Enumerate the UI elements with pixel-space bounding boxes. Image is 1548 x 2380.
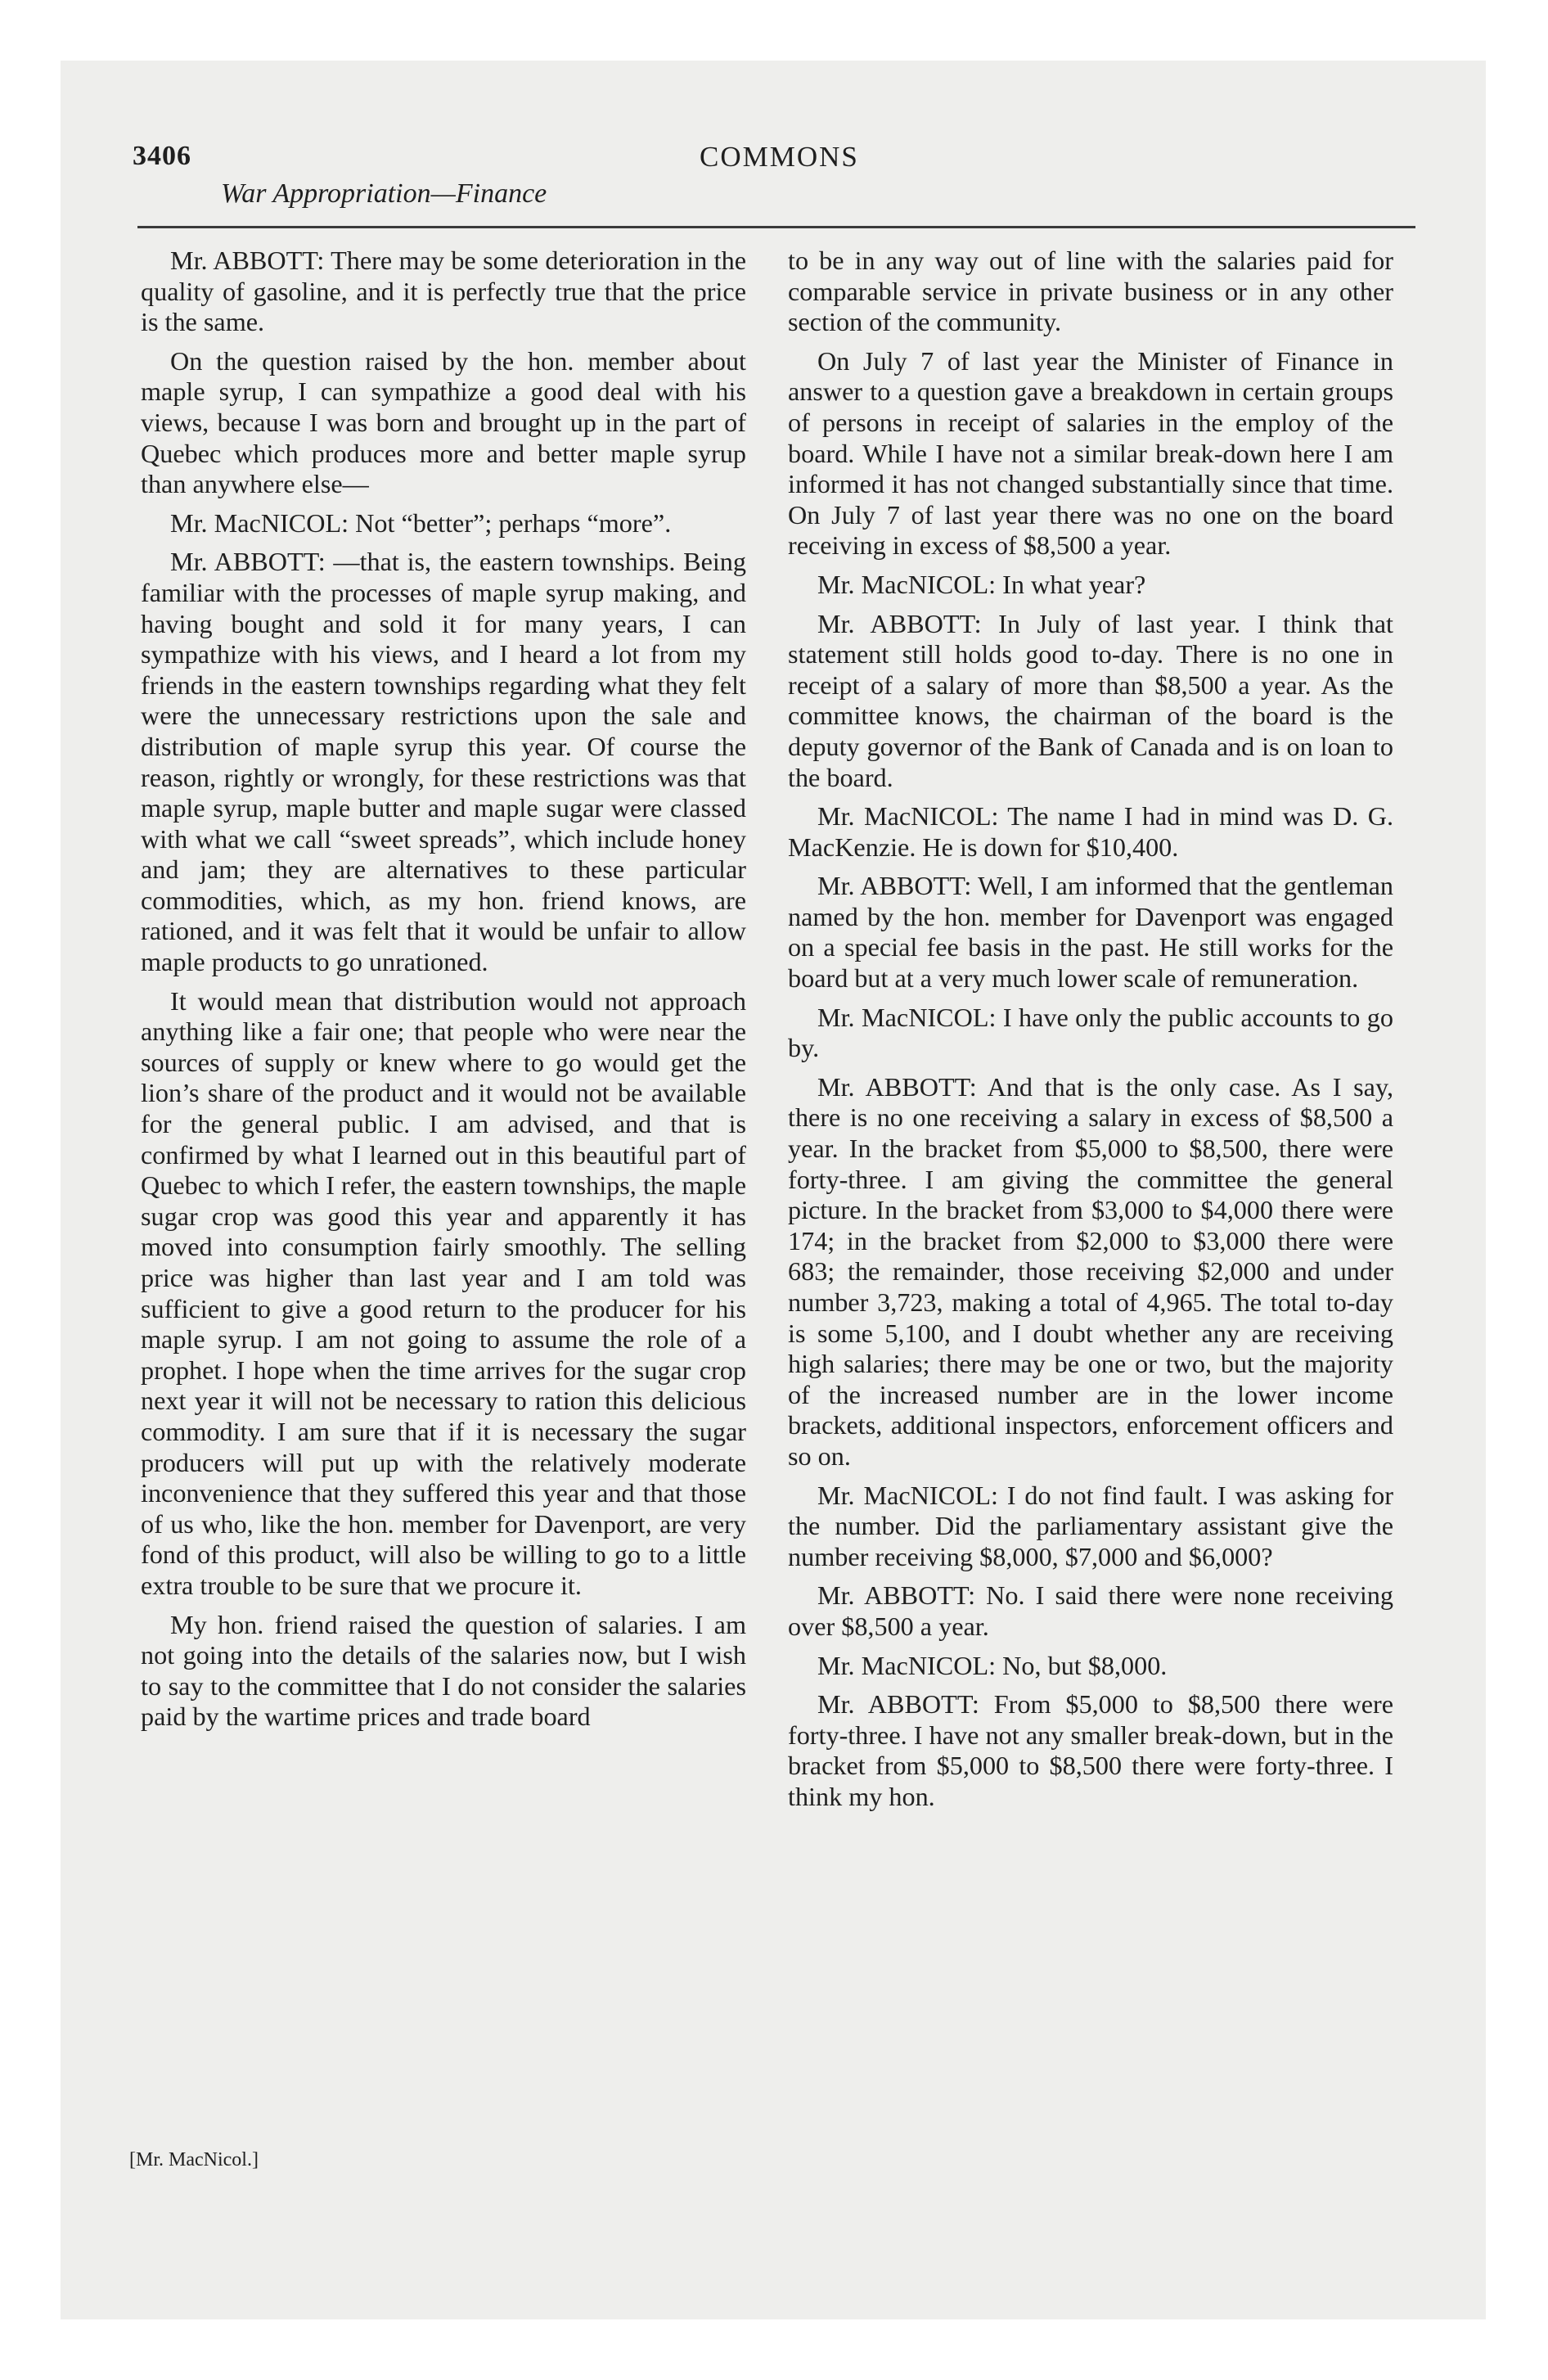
- paragraph: Mr. MacNICOL: I do not find fault. I was asking for the number. Did the parliamentary assistant give the number receiving $8,000, $7,000 and $6,000?: [788, 1480, 1393, 1571]
- header-rule: [137, 226, 1415, 228]
- paragraph: My hon. friend raised the question of salaries. I am not going into the details of the salaries now, but I wish to say to the committee that I do not consider the salaries paid by the wartime prices and trade board: [141, 1609, 746, 1732]
- left-column: [141, 246, 746, 1741]
- paragraph: to be in any way out of line with the salaries paid for comparable service in private business or in any other section of the community.: [788, 246, 1393, 337]
- paragraph: Mr. ABBOTT: And that is the only case. As I say, there is no one receiving a salary in excess of $8,500 a year. In the bracket from $5,000 to $8,500, there were forty-three. I am giving the committee the general picture. In the bracket from $3,000 to $4,000 there were 174; in the bracket from $2,000 to $3,000 there were 683; the remainder, those receiving $2,000 and under number 3,723, making a total of 4,965. The total to-day is some 5,100, and I doubt whether any are receiving high salaries; there may be one or two, but the majority of the increased number are in the lower income brackets, additional inspectors, enforcement officers and so on.: [788, 1071, 1393, 1471]
- paragraph: Mr. MacNICOL: I have only the public accounts to go by.: [788, 1002, 1393, 1063]
- paragraph: Mr. ABBOTT: There may be some deterioration in the quality of gasoline, and it is perfectly true that the price is the same.: [141, 246, 746, 337]
- paragraph: Mr. ABBOTT: Well, I am informed that the gentleman named by the hon. member for Davenport was engaged on a special fee basis in the past. He still works for the board but at a very much lower scale of remuneration.: [788, 871, 1393, 994]
- paragraph: Mr. MacNICOL: The name I had in mind was D. G. MacKenzie. He is down for $10,400.: [788, 801, 1393, 862]
- page-header: [0, 0, 1548, 246]
- page-number: 3406: [133, 141, 191, 171]
- speaker-reference: [Mr. MacNicol.]: [129, 2149, 259, 2170]
- paragraph: Mr. MacNICOL: In what year?: [817, 569, 1146, 599]
- paragraph: On July 7 of last year the Minister of Finance in answer to a question gave a breakdown in certain groups of persons in receipt of salaries in the employ of the board. While I have not a similar break-down here I am informed it has not changed substantially since that time. On July 7 of last year there was no one on the board receiving in excess of $8,500 a year.: [788, 345, 1393, 561]
- paragraph: Mr. ABBOTT: In July of last year. I think that statement still holds good to-day. There is no one in receipt of a salary of more than $8,500 a year. As the committee knows, the chairman of the board is the deputy governor of the Bank of Canada and is on loan to the board.: [788, 608, 1393, 792]
- paragraph: It would mean that distribution would not approach anything like a fair one; that people who were near the sources of supply or knew where to go would get the lion’s share of the product and it would not be available for the general public. I am advised, and that is confirmed by what I learned out in this beautiful part of Quebec to which I refer, the eastern townships, the maple sugar crop was good this year and apparently it has moved into consumption fairly smoothly. The selling price was higher than last year and I am told was sufficient to give a good return to the producer for his maple syrup. I am not going to assume the role of a prophet. I hope when the time arrives for the sugar crop next year it will not be necessary to ration this delicious commodity. I am sure that if it is necessary the sugar producers will put up with the relatively moderate inconvenience that they suffered this year and that those of us who, like the hon. member for Davenport, are very fond of this product, will also be willing to go to a little extra trouble to be sure that we procure it.: [141, 985, 746, 1600]
- paragraph: Mr. MacNICOL: Not “better”; perhaps “more”.: [170, 507, 672, 538]
- paragraph: Mr. ABBOTT: No. I said there were none receiving over $8,500 a year.: [788, 1580, 1393, 1641]
- paragraph: On the question raised by the hon. member about maple syrup, I can sympathize a good deal with his views, because I was born and brought up in the part of Quebec which produces more and better maple syrup than anywhere else—: [141, 345, 746, 499]
- house-title: COMMONS: [700, 141, 859, 173]
- paragraph: Mr. MacNICOL: No, but $8,000.: [817, 1650, 1168, 1680]
- right-column: [788, 246, 1393, 1821]
- section-title: War Appropriation—Finance: [221, 178, 547, 209]
- paragraph: Mr. ABBOTT: From $5,000 to $8,500 there were forty-three. I have not any smaller break-down, but in the bracket from $5,000 to $8,500 there were forty-three. I think my hon.: [788, 1689, 1393, 1811]
- paragraph: Mr. ABBOTT: —that is, the eastern townships. Being familiar with the processes of maple syrup making, and having bought and sold it for many years, I can sympathize with his views, and I heard a lot from my friends in the eastern townships regarding what they felt were the unnecessary restrictions upon the sale and distribution of maple syrup this year. Of course the reason, rightly or wrongly, for these restrictions was that maple syrup, maple butter and maple sugar were classed with what we call “sweet spreads”, which include honey and jam; they are alternatives to these particular commodities, which, as my hon. friend knows, are rationed, and it was felt that it would be unfair to allow maple products to go unrationed.: [141, 547, 746, 977]
